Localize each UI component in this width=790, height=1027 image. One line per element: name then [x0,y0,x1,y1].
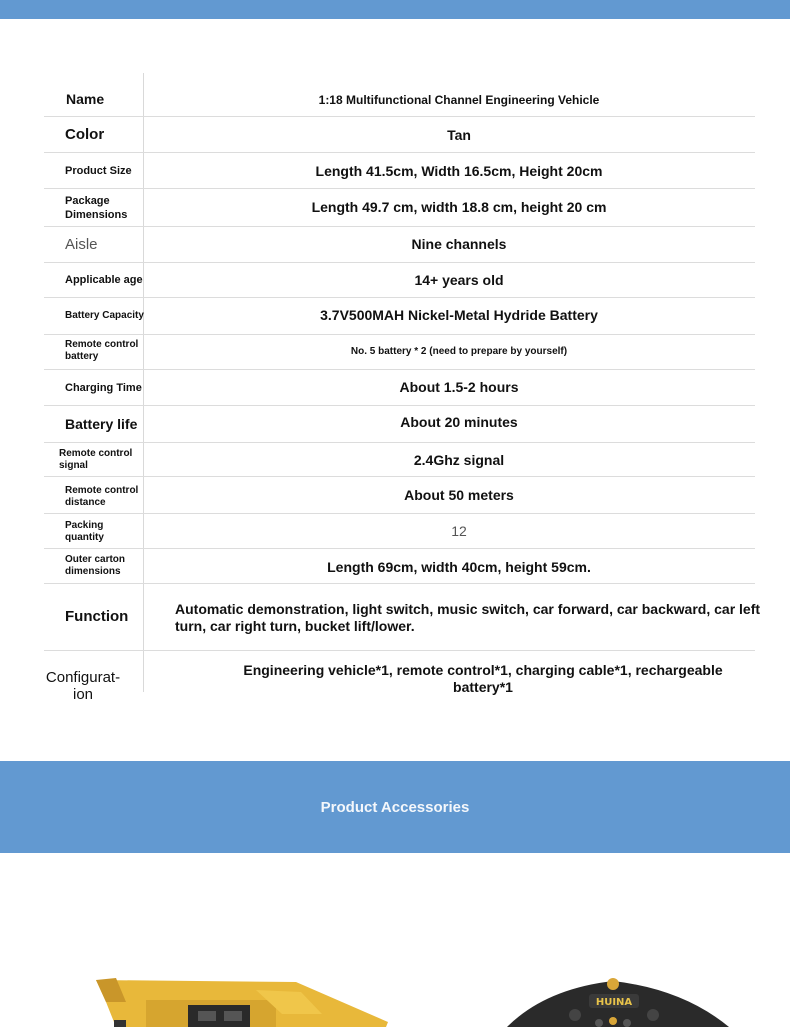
spec-row-configuration [44,651,755,711]
spec-value: Tan [447,127,471,143]
spec-value: Length 49.7 cm, width 18.8 cm, height 20 cm [311,199,607,215]
spec-label: Packing quantity [65,520,104,543]
spec-row-applicable-age [44,263,755,298]
top-banner-bar [0,0,790,19]
spec-row-charging-time [44,370,755,406]
spec-value: About 50 meters [404,487,514,503]
spec-value: 1:18 Multifunctional Channel Engineering Vehicle [318,93,600,107]
spec-row-color [44,117,755,153]
spec-row-remote-battery [44,335,755,370]
spec-row-name [44,73,755,117]
accessories-banner [0,761,790,853]
spec-value: 3.7V500MAH Nickel-Metal Hydride Battery [320,307,598,323]
spec-label: Configurat-ion [45,669,121,703]
spec-value: Engineering vehicle*1, remote control*1, charging cable*1, rechargeable battery*1 [243,662,723,695]
spec-value: 2.4Ghz signal [413,452,505,468]
spec-value: About 1.5-2 hours [399,379,519,395]
spec-value: Automatic demonstration, light switch, music switch, car forward, car backward, car left turn, car right turn, bucket lift/lower. [175,601,761,634]
spec-label: Package Dimensions [65,195,128,221]
spec-value: 14+ years old [414,272,504,288]
spec-label: Remote control signal [59,448,133,471]
spec-label: Function [65,608,129,625]
spec-row-package-dimensions [44,189,755,227]
spec-label: Applicable age [65,274,143,286]
spec-value: No. 5 battery * 2 (need to prepare by yourself) [350,346,568,357]
spec-label: Name [66,91,105,107]
spec-label: Battery life [65,416,138,432]
spec-value: Length 69cm, width 40cm, height 59cm. [327,559,591,575]
spec-row-remote-distance [44,477,755,514]
spec-row-battery-capacity [44,298,755,335]
spec-row-function [44,584,761,651]
spec-row-battery-life [44,406,755,443]
spec-value: Nine channels [411,236,507,252]
spec-row-remote-signal [44,443,755,477]
dump-truck-image [86,972,406,1027]
spec-label: Charging Time [65,382,142,394]
spec-label: Remote control battery [65,339,139,362]
spec-row-aisle [44,227,755,263]
spec-label: Product Size [65,165,132,177]
spec-value: 12 [451,523,467,539]
spec-row-packing-quantity [44,514,755,549]
spec-label: Aisle [65,236,98,253]
spec-row-product-size [44,153,755,189]
spec-label: Outer carton dimensions [65,554,126,577]
section-title: Product Accessories [320,798,470,816]
spec-row-outer-carton [44,549,755,584]
spec-label: Color [65,126,105,143]
spec-value: Length 41.5cm, Width 16.5cm, Height 20cm [315,163,603,179]
spec-label: Remote control distance [65,485,139,508]
remote-control-image [505,975,735,1027]
spec-label: Battery Capacity [65,310,144,321]
remote-brand-logo: HUINA [595,997,633,1008]
spec-value: About 20 minutes [400,414,518,430]
